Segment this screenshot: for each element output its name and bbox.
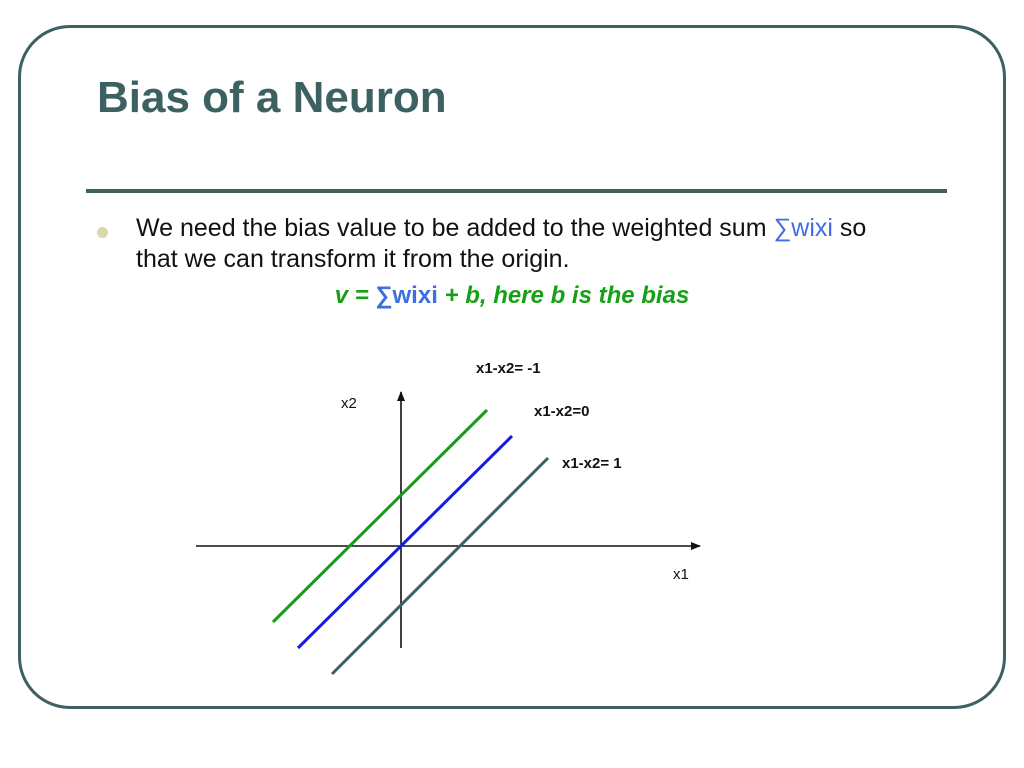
bullet-text-after: so that we can transform it from the origin.	[136, 214, 867, 273]
slide-title: Bias of a Neuron	[97, 73, 447, 122]
line-x1-minus-x2-eq-neg1	[273, 410, 487, 622]
formula-suffix: + b, here b is the bias	[437, 282, 690, 309]
formula-sum-term: ∑wixi	[375, 282, 438, 309]
line-label-0: x1-x2=0	[534, 403, 590, 420]
line-label-1: x1-x2= 1	[562, 455, 622, 472]
bullet-text-before: We need the bias value to be added to the weighted sum	[136, 214, 774, 242]
line-label-neg1: x1-x2= -1	[476, 360, 541, 377]
x2-axis-label: x2	[341, 395, 357, 412]
formula-prefix: v =	[334, 282, 376, 309]
line-x1-minus-x2-eq-0	[298, 436, 512, 648]
line-x1-minus-x2-eq-1	[332, 458, 548, 674]
x1-axis-label: x1	[673, 566, 689, 583]
bullet-sum-term: ∑wixi	[773, 214, 833, 242]
